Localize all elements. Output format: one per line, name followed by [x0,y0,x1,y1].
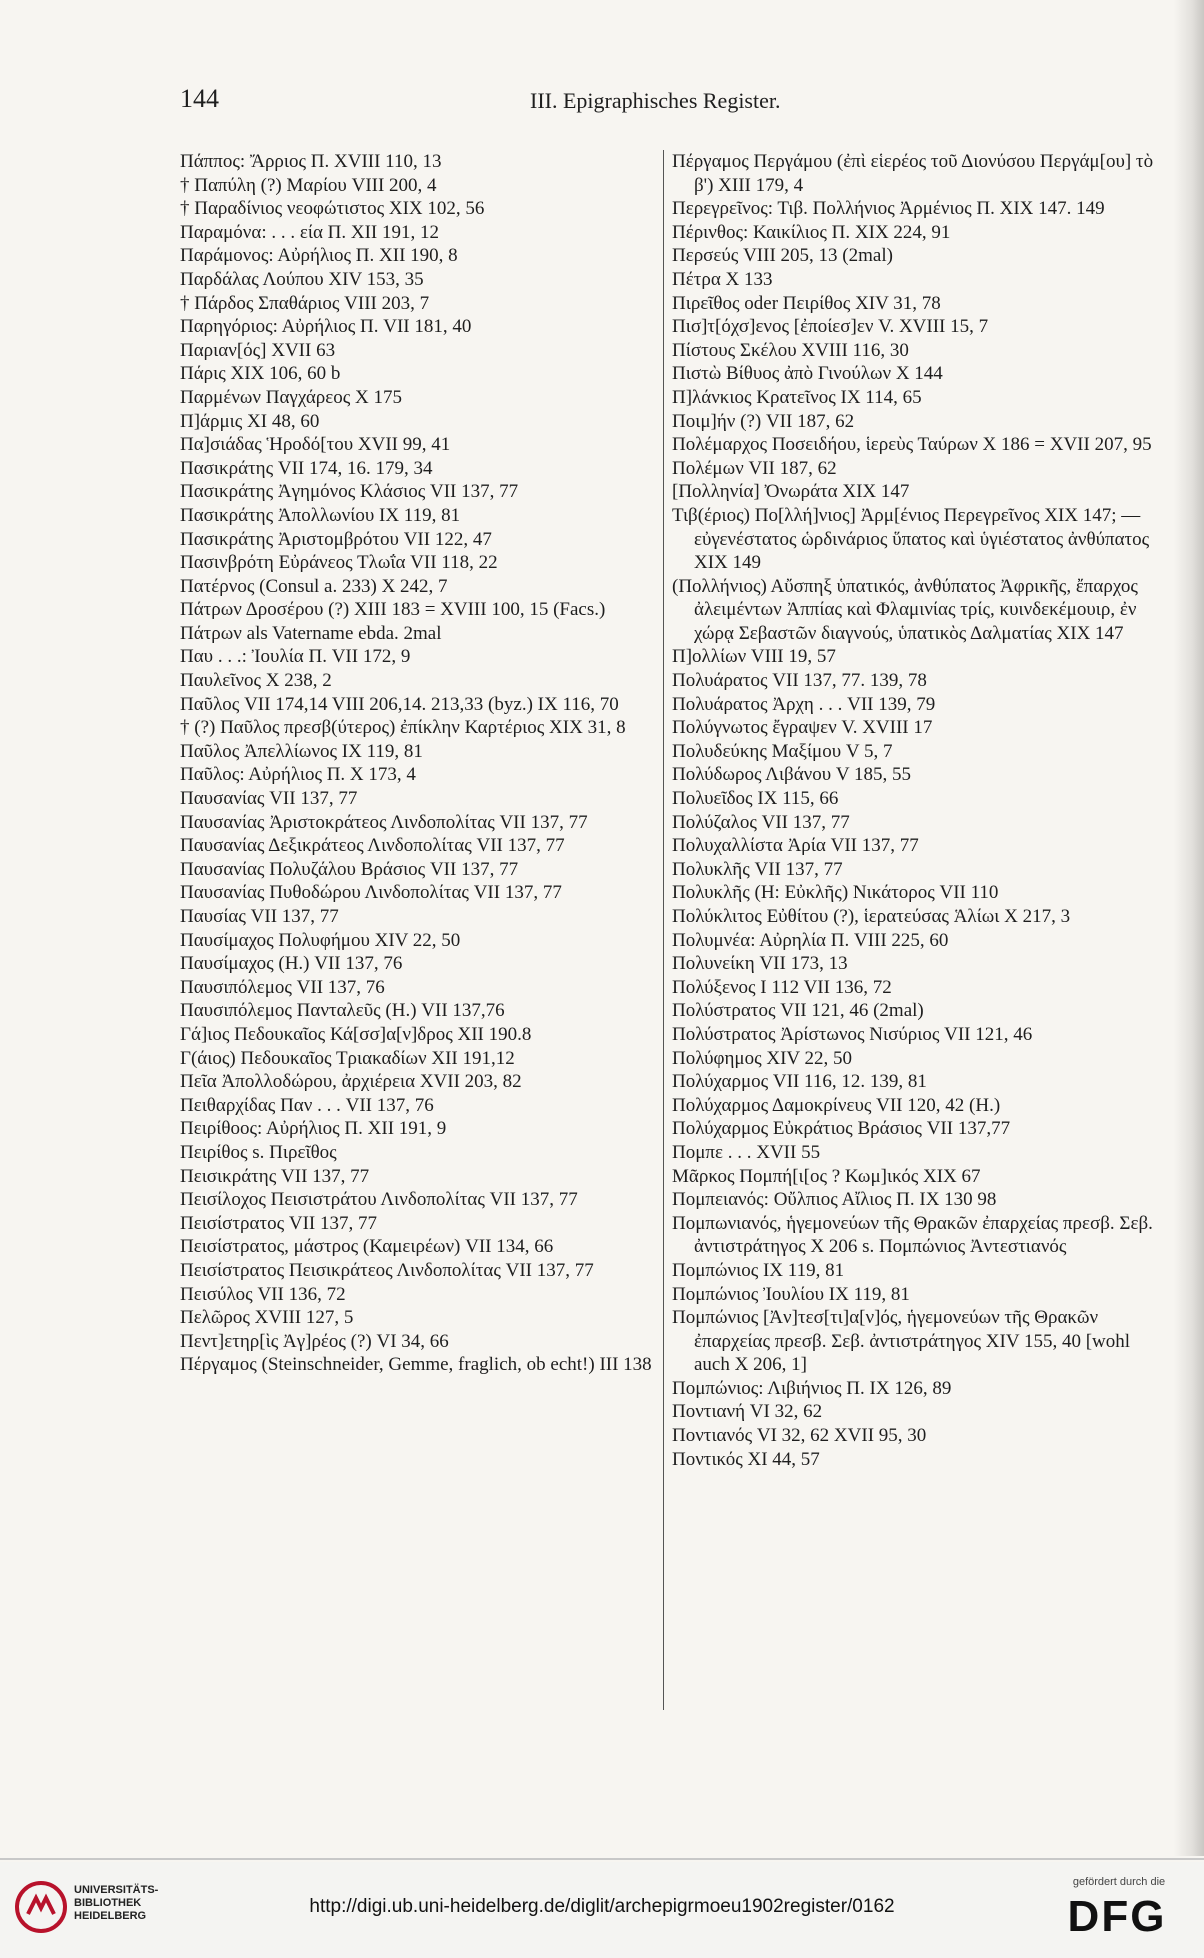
index-entry: Παυσανίας VII 137, 77 [180,788,358,810]
index-entry: Παριαν[ός] XVII 63 [180,339,336,361]
index-entry: † Πάρδος Σπαθάριος VIII 203, 7 [180,292,430,314]
index-entry: Πίστους Σκέλου XVIII 116, 30 [672,339,909,361]
index-entry: Παυ . . .: Ἰουλία Π. VII 172, 9 [180,646,411,668]
index-entry: [Πολληνία] Ὀνωράτα XIX 147 [672,481,910,503]
index-entry: Μᾶρκος Πομπή[ι[ος ? Κωμ]ικός XIX 67 [672,1165,981,1187]
index-entry: Πεισίλοχος Πεισιστράτου Λινδοπολίτας VII 137, 77 [180,1189,578,1211]
index-entry: † Παπύλη (?) Μαρίου VIII 200, 4 [180,174,437,196]
index-entry: Πέργαμος (Steinschneider, Gemme, fraglich, ob echt!) III 138 [180,1354,652,1376]
index-entry: Πασικράτης VII 174, 16. 179, 34 [180,457,433,479]
index-entry: Πάρις XIX 106, 60 b [180,363,341,385]
index-entry: Πομπώνιος IX 119, 81 [672,1259,845,1281]
index-entry: Παυσίας VII 137, 77 [180,906,339,927]
index-entry: Πολυκλῆς (H: Εὐκλῆς) Νικάτορος VII 110 [672,882,999,904]
index-entry: Παυσίμαχος Πολυφήμου XIV 22, 50 [180,929,461,951]
index-entry: Παράμονος: Αὐρήλιος Π. XII 190, 8 [180,245,458,267]
index-entry: Πομπώνιος [Ἀν]τεσ[τι]α[ν]ός, ἡγεμονεύων τῆς Θρακῶν ἐπαρχείας πρεσβ. Σεβ. ἀντιστράτηγος XIV 155, 40 [wohl auch X 206, 1] [672,1307,1131,1376]
index-entry: Παρηγόριος: Αὐρήλιος Π. VII 181, 40 [180,316,472,338]
page-number: 144 [180,84,219,113]
index-entry: Παρμένων Παγχάρεος X 175 [180,386,403,408]
index-entry: Πολύδωρος Λιβάνου V 185, 55 [672,764,912,786]
index-entry: Παῦλος: Αὐρήλιος Π. X 173, 4 [180,764,416,786]
footer-divider [0,1858,1204,1860]
library-name: UNIVERSITÄTS- BIBLIOTHEK HEIDELBERG [74,1884,159,1922]
right-column [672,150,1164,1471]
index-entry: Πολύστρατος VII 121, 46 (2mal) [672,1000,924,1022]
index-entry: Πασινβρότη Εὐράνεος Τλωΐα VII 118, 22 [180,552,498,574]
index-entry: Πέργαμος Περγάμου (ἐπὶ εἱερέος τοῦ Διονύσου Περγάμ[ου] τὸ β') XIII 179, 4 [672,151,1154,196]
index-entry: Πεντ]ετηρ[ὶς Ἀγ]ρέος (?) VI 34, 66 [180,1330,449,1352]
index-entry: Παρδάλας Λούπου XIV 153, 35 [180,268,424,290]
index-entry: Πολυκλῆς VII 137, 77 [672,858,843,880]
index-entry: Πεισίστρατος Πεισικράτεος Λινδοπολίτας VII 137, 77 [180,1259,594,1281]
index-entry: Πάτρων als Vatername ebda. 2mal [180,622,442,644]
index-entry: Πολύζαλος VII 137, 77 [672,811,850,833]
index-entry: Περσεύς VIII 205, 13 (2mal) [672,245,893,267]
index-entry: (Πολλήνιος) Αὔσπηξ ὑπατικός, ἀνθύπατος Ἀφρικῆς, ἔπαρχος ἀλειμέντων Ἀππίας καὶ Φλαμινίας τρίς, κυινδεκέμουιρ, ἐν χώρᾳ Σεβαστῶν διαγνούς, ὑπατικὸς Δαλματίας XIX 147 [672,575,1138,644]
index-entry: Πατέρνος (Consul a. 233) X 242, 7 [180,575,448,597]
index-entry: Παυσανίας Ἀριστοκράτεος Λινδοπολίτας VII 137, 77 [180,811,588,833]
page-title: III. Epigraphisches Register. [530,88,781,113]
index-entry: Π]άρμις XI 48, 60 [180,410,320,432]
index-entry: Πάτρων Δροσέρου (?) XIII 183 = XVIII 100, 15 (Facs.) [180,599,606,621]
index-entry: Πασικράτης Ἀπολλωνίου IX 119, 81 [180,504,461,526]
index-entry: Παυσιπόλεμος VII 137, 76 [180,976,385,998]
index-entry: Πεισύλος VII 136, 72 [180,1283,346,1305]
index-entry: Πολυδεύκης Μαξίμου V 5, 7 [672,740,893,762]
index-entry: † (?) Παῦλος πρεσβ(ύτερος) ἐπίκλην Καρτέριος XIX 31, 8 [180,717,626,739]
index-entry: Πειρίθοος: Αὐρήλιος Π. XII 191, 9 [180,1118,447,1140]
index-entry: Παυσανίας Πυθοδώρου Λινδοπολίτας VII 137, 77 [180,882,562,904]
index-entry: Παῦλος VII 174,14 VIII 206,14. 213,33 (byz.) IX 116, 70 [180,693,619,715]
index-entry: Πολυχαλλίστα Ἀρία VII 137, 77 [672,835,919,857]
index-entry: Πισ]τ[όχσ]ενος [ἐποίεσ]εν V. XVIII 15, 7 [672,316,989,338]
index-entry: Ποντιανός VI 32, 62 XVII 95, 30 [672,1425,927,1447]
index-entry: Παραμόνα: . . . εία Π. XII 191, 12 [180,221,440,243]
index-entry: Πομπώνιος: Λιβιήνιος Π. IX 126, 89 [672,1377,952,1399]
index-entry: Περεγρεῖνος: Τιβ. Πολλήνιος Ἀρμένιος Π. XIX 147. 149 [672,198,1105,220]
index-entry: Ποντιανή VI 32, 62 [672,1401,823,1423]
index-entry: Πεισικράτης VII 137, 77 [180,1165,370,1187]
index-entry: Πειρίθος s. Πιρεῖθος [180,1141,337,1163]
index-entry: † Παραδίνιος νεοφώτιστος XIX 102, 56 [180,198,485,220]
index-entry: Τιβ(έριος) Πο[λλή]νιος] Ἀρμ[ένιος Περεγρεῖνος XIX 147; — εὐγενέστατος ὡρδινάριος ὕπατος καὶ ὑγιέστατος ἀνθύπατος XIX 149 [672,504,1150,574]
book-spine-shadow [1174,0,1204,1856]
index-entry: Πιρεῖθος oder Πειρίθος XIV 31, 78 [672,292,941,314]
index-entry: Πολύστρατος Ἀρίστωνος Νισύριος VII 121, 46 [672,1023,1033,1045]
index-entry: Πειθαρχίδας Παν . . . VII 137, 76 [180,1094,434,1116]
index-entry: Πασικράτης Ἀριστομβρότου VII 122, 47 [180,528,492,550]
index-entry: Παυσίμαχος (Η.) VII 137, 76 [180,953,403,975]
index-entry: Πομπε . . . XVII 55 [672,1141,821,1163]
index-entry: Γ(άιος) Πεδουκαῖος Τριακαδίων XII 191,12 [180,1047,515,1069]
index-entry: Πολύγνωτος ἔγραψεν V. XVIII 17 [672,717,933,739]
index-entry: Πέρινθος: Καικίλιος Π. XIX 224, 91 [672,221,951,243]
index-entry: Πέτρα X 133 [672,268,773,290]
index-entry: Πολύχαρμος VII 116, 12. 139, 81 [672,1071,927,1093]
index-entry: Π]λάνκιος Κρατεῖνος IX 114, 65 [672,386,922,408]
index-entry: Πολυεῖδος IX 115, 66 [672,788,839,810]
index-entry: Πολυάρατος Ἀρχη . . . VII 139, 79 [672,693,936,715]
index-entry: Πιστὼ Βίθυος ἀπὸ Γινούλων X 144 [672,363,943,385]
index-entry: Παυλεῖνος X 238, 2 [180,670,332,692]
index-entry: Πολύχαρμος Δαμοκρίνευς VII 120, 42 (H.) [672,1094,1001,1116]
index-entry: Πολέμαρχος Ποσειδήου, ἱερεὺς Ταύρων X 186 = XVII 207, 95 [672,434,1152,456]
index-entry: Πα]σιάδας Ἡροδό[του XVII 99, 41 [180,434,451,456]
index-entry: Π]ολλίων VIII 19, 57 [672,646,836,668]
funded-by-label: gefördert durch die [1072,1876,1166,1888]
index-entry: Πασικράτης Ἀγημόνος Κλάσιος VII 137, 77 [180,481,519,503]
index-entry: Πολύφημος XIV 22, 50 [672,1047,853,1069]
index-entry: Πολέμων VII 187, 62 [672,457,837,479]
index-entry: Πεῖα Ἀπολλοδώρου, ἀρχιέρεια XVII 203, 82 [180,1071,522,1093]
index-entry: Παυσιπόλεμος Πανταλεῦς (Η.) VII 137,76 [180,1000,505,1022]
index-entry: Πολυνείκη VII 173, 13 [672,953,848,975]
index-entry: Πολύξενος I 112 VII 136, 72 [672,976,892,998]
dfg-logo: DFG [1067,1892,1167,1941]
index-entry: Πεισίστρατος, μάστρος (Καμειρέων) VII 134, 66 [180,1236,554,1258]
index-entry: Πολύχαρμος Εὐκράτιος Βράσιος VII 137,77 [672,1118,1011,1140]
index-entry: Πομπωνιανός, ἡγεμονεύων τῆς Θρακῶν ἐπαρχείας πρεσβ. Σεβ. ἀντιστράτηγος X 206 s. Πομπώνιος Ἀντεστιανός [672,1212,1153,1258]
index-entry: Παῦλος Ἀπελλίωνος IX 119, 81 [180,740,423,762]
column-divider [663,150,664,1710]
index-entry: Παυσανίας Δεξικράτεος Λινδοπολίτας VII 137, 77 [180,835,565,857]
index-entry: Ποντικός XI 44, 57 [672,1448,820,1470]
index-entry: Ποιμ]ήν (?) VII 187, 62 [672,410,855,432]
index-entry: Πομπειανός: Οὔλπιος Αἴλιος Π. IX 130 98 [672,1189,997,1211]
index-entry: Πελῶρος XVIII 127, 5 [180,1307,354,1329]
index-entry: Πάππος: Ἄρριος Π. XVIII 110, 13 [180,151,442,172]
permalink-url[interactable]: http://digi.ub.uni-heidelberg.de/diglit/archepigrmoeu1902register/0162 [309,1896,895,1917]
index-entry: Πομπώνιος Ἰουλίου IX 119, 81 [672,1283,910,1305]
index-entry: Παυσανίας Πολυζάλου Βράσιος VII 137, 77 [180,858,519,880]
index-entry: Γά]ιος Πεδουκαῖος Κά[σσ]α[ν]δρος XII 190.8 [180,1023,532,1045]
index-entry: Πολύκλιτος Εὐθίτου (?), ἱερατεύσας Ἁλίωι X 217, 3 [672,906,1071,927]
left-column [180,150,670,1377]
index-entry: Πεισίστρατος VII 137, 77 [180,1212,378,1234]
index-entry: Πολυμνέα: Αὐρηλία Π. VIII 225, 60 [672,929,949,951]
index-entry: Πολυάρατος VII 137, 77. 139, 78 [672,670,927,692]
